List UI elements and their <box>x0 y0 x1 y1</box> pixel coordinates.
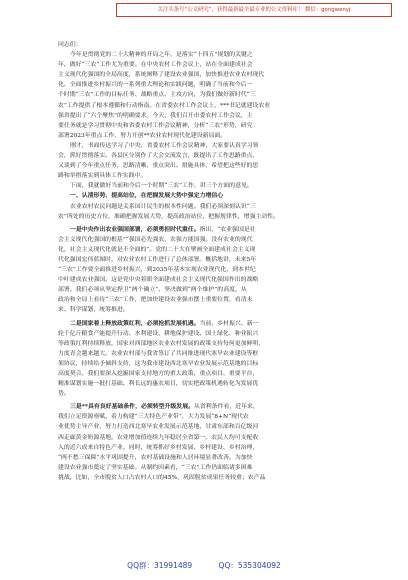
section-intro <box>58 202 354 222</box>
text-line <box>58 225 354 235</box>
text-line: 又谈到了今年重点任务，思路清晰、重点突出、措施具体，希望把这些好的思 <box>58 163 259 170</box>
text-line: 部署2023年重点工作，努力开创**农业农村现代化建设新局面。 <box>58 132 227 139</box>
text-line: 中叶建成农业强国。这是党中央着眼全面建成社会主义现代化强国作出的战略 <box>58 277 259 284</box>
intro-paragraph-2 <box>58 141 354 181</box>
text-line: 农”工作提供了根本遵循和行动指南。在省委农村工作会议上，***书记就建设农业 <box>58 102 271 109</box>
text-line: 今年是贯彻党的二十大精神的开局之年，是落实“十四五”规划的关键之 <box>70 52 253 59</box>
text-line: 政治和全局上看待“三农”工作，把加快建设农业强市摆上重要位置，看清未 <box>58 297 253 304</box>
text-line: 主义现代化强国的全局高度，系统阐释了建设农业强国，加快推进农业农村现代 <box>58 72 265 79</box>
point-heading: 三是**具有良好基础条件，必须转型升级发展。 <box>70 403 194 411</box>
text-line: 年，做好“三农”工作尤为重要。在中央农村工作会议上，站在全面建成社会 <box>58 62 253 69</box>
text-line: 架协议，持续给予倾斜支持，这为我市建设西北寒旱农业发展示范基地的目标 <box>58 360 259 367</box>
text-line: 下面，我就做好当前和今后一个时期“三农”工作，讲三个方面的意见。 <box>70 183 253 190</box>
text-line: 化，社会主义现代化就是不全面的”。党的二十大在擘画全面建成社会主义现 <box>58 246 256 253</box>
text-line: 强省提出了“六个聚焦”的明确要求。今天，我们召开市委农村工作会议，主 <box>58 112 253 119</box>
text-line: “三农”工作要全面推进乡村振兴，到2035年基本实现农业现代化，到本世纪 <box>58 267 256 274</box>
text-line: 挑战，比如，全市脱贫人口占农村人口的45%，巩固脱贫成果任务较重；农产品 <box>58 474 266 481</box>
text-line: 我们立足资源禀赋，着力构建“三大特色产业带”，大力发展“8+N”现代农 <box>58 414 249 421</box>
text-line: 化、全面推进乡村振兴的一系列重大理论和实践问题，明确了当前和今后一 <box>58 82 253 89</box>
text-line <box>58 319 354 329</box>
text-line: 势。 <box>58 391 70 398</box>
text-line: “两不愁三保障”水平巩固提升，农村基础设施和人居环境显著改善。为加快 <box>58 454 253 461</box>
text-line: 入的近六成来自特色产业。同时，统筹抓好乡村发展、乡村建设、乡村治理， <box>58 444 259 451</box>
greeting: 同志们： <box>58 42 82 48</box>
text-line: 会，抓好贯彻落实。各县区分别作了大会交流发言，既提出了工作思路重点， <box>58 153 259 160</box>
document-body <box>58 40 354 483</box>
text-line: 个时期“三农”工作的目标任务、战略重点、主攻方向，为我们做好新时代“三 <box>58 92 256 99</box>
text-line: 精准谋划实施一批打基础、利长远的惠农项目，切实把政策机遇转化为发展优 <box>58 381 259 388</box>
text-line: 刚才，书面传达学习了中央、省委农村工作会议精神，大家要认真学习领 <box>70 142 259 149</box>
qq-group: QQ群：31991489 <box>127 561 193 570</box>
text-line: 要任务就是学习贯彻中央和省委农村工作会议精神，分析“三农”形势，研究 <box>58 122 253 129</box>
text-line: 等政策红利持续释放，国家对西部地区农业农村发展的政策支持每何更加鲜明， <box>58 340 265 347</box>
qq-contact: QQ：535304092 <box>218 561 281 570</box>
intro-paragraph-3 <box>58 181 354 191</box>
text-line: 路和举措落实到具体工作实践中。 <box>58 173 147 180</box>
point-three <box>58 402 354 483</box>
point-one <box>58 225 354 316</box>
text-line: 代化强国宏伟蓝图时，对农业农村工作进行了总体部署。概括地讲，未来5年 <box>58 256 257 263</box>
text-line: 轮千亿斤粮食产能提升行动、水利建设、耕地保护建设、国土绿化、种业振兴 <box>58 330 259 337</box>
text-line: 西走廊黄金奶源基地。农业增加值连续九年稳居全省第一。农民人均可支配收 <box>58 434 259 441</box>
point-text: 指出，“农业强国是社 <box>199 226 256 233</box>
text-line: 业优势主导产业，努力打造西北寒旱农业发展示范基地，甘肃东部和百亿级河 <box>58 424 259 431</box>
point-text: 从省利条件看，近年来， <box>193 404 259 411</box>
text-line: 来、科学谋划，统筹推进。 <box>58 307 129 314</box>
header-banner: 关注头条号“公文研究”，获得最新最全最专业的公文资料库！ 微信：gongwenyj <box>116 3 392 17</box>
footer-contact <box>0 560 408 571</box>
text-line: 建设农业强市奠定了坚实基础。从制约因素看，“三农”工作仍面临诸多困难 <box>58 464 253 471</box>
section-heading: 一、认清形势、提高站位，在把握发展大势中强定力增信心 <box>70 193 224 200</box>
text-line: 高度契合。我们要深入挖掘国家支持地方的重大政策，重点项目、重要平台， <box>58 371 259 377</box>
text-line: 会主义现代化强国的根基”“强国必先强农，农强方能国强。没有农业的现代 <box>58 236 253 243</box>
text-line: 力度青会越来越大。农业农村部与我省签订了共同推进现代寒旱农业建设等框 <box>58 350 259 357</box>
text-line <box>58 402 354 412</box>
text-line: 部署。我们必须从坚定捍卫“两个确立”、坚决做到“两个维护”的高度，从 <box>58 287 247 294</box>
intro-paragraph-1 <box>58 50 354 141</box>
point-two <box>58 319 354 400</box>
text-line: 农”所处的历史方位，准确把握发展大势，提高政治站位，把握规律性，增强主动性。 <box>58 213 279 220</box>
point-heading: 一是中央作出农业强国部署，必须勇担时代重任。 <box>70 225 200 233</box>
point-text: 当前，乡村振兴、新一 <box>199 320 259 327</box>
text-line: 农业农村农民问题是关系国计民生的根本性问题。我们必须深刻认识“三 <box>70 203 256 210</box>
point-heading: 二是国家着上释放政策红利，必须抢抓发展机遇。 <box>70 319 200 327</box>
